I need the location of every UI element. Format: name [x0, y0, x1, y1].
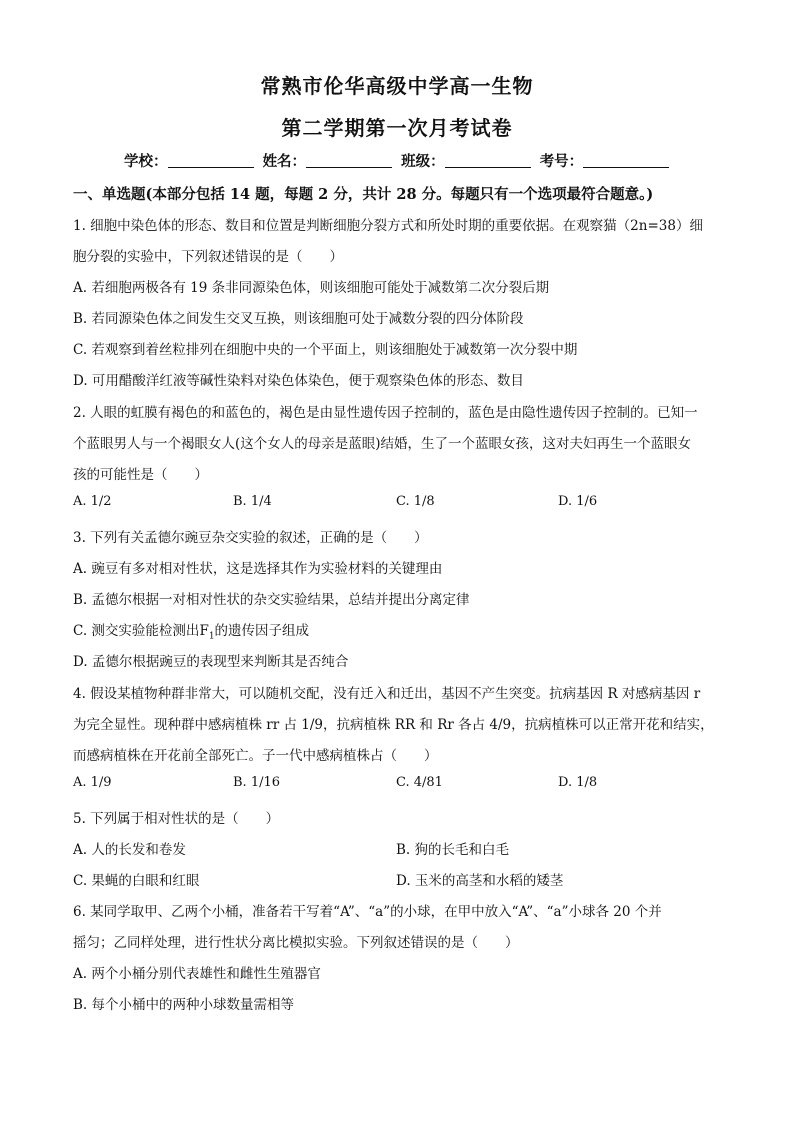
- q5-option-c: C. 果蝇的白眼和红眼: [73, 873, 200, 889]
- q1-option-b: B. 若同源染色体之间发生交叉互换，则该细胞可处于减数分裂的四分体阶段: [73, 311, 524, 327]
- q4-option-a: A. 1/9: [73, 775, 112, 790]
- q4-option-b: B. 1/16: [233, 775, 281, 790]
- q5-option-a: A. 人的长发和卷发: [73, 842, 186, 858]
- exam-number-blank[interactable]: [583, 152, 669, 168]
- q1-option-a: A. 若细胞两极各有 19 条非同源染色体，则该细胞可能处于减数第二次分裂后期: [73, 280, 550, 296]
- q5-option-b: B. 狗的长毛和白毛: [396, 842, 510, 858]
- q3-option-b: B. 孟德尔根据一对相对性状的杂交实验结果，总结并提出分离定律: [73, 592, 470, 608]
- q3-option-c-post: 的遗传因子组成: [214, 623, 310, 639]
- q3-option-d: D. 孟德尔根据豌豆的表现型来判断其是否纯合: [73, 654, 349, 670]
- class-label: 班级：: [401, 153, 445, 170]
- q3-option-c-pre: C. 测交实验能检测出: [73, 623, 200, 639]
- name-blank[interactable]: [306, 152, 392, 168]
- q3-stem: 3. 下列有关孟德尔豌豆杂交实验的叙述，正确的是（ ）: [73, 530, 428, 546]
- q1-stem-line1: 1. 细胞中染色体的形态、数目和位置是判断细胞分裂方式和所处时期的重要依据。在观察猫（2n=38）细: [73, 218, 703, 234]
- q2-stem-line3: 孩的可能性是（ ）: [73, 467, 208, 483]
- q6-option-a: A. 两个小桶分别代表雄性和雌性生殖器官: [73, 966, 321, 982]
- exam-title-line1: 常熟市伦华高级中学高一生物: [260, 74, 534, 98]
- school-label: 学校：: [124, 153, 168, 170]
- exam-number-label: 考号：: [539, 153, 584, 170]
- q2-option-b: B. 1/4: [233, 494, 272, 509]
- q2-option-d: D. 1/6: [558, 494, 598, 509]
- q2-option-c: C. 1/8: [396, 494, 435, 509]
- q5-option-d: D. 玉米的高茎和水稻的矮茎: [396, 873, 564, 889]
- q5-stem: 5. 下列属于相对性状的是（ ）: [73, 811, 280, 827]
- q6-option-b: B. 每个小桶中的两种小球数量需相等: [73, 997, 295, 1013]
- q2-stem-line2: 个蓝眼男人与一个褐眼女人(这个女人的母亲是蓝眼)结婚，生了一个蓝眼女孩，这对夫妇再生一个蓝眼女: [73, 436, 692, 452]
- q4-option-d: D. 1/8: [558, 775, 598, 790]
- q4-stem-line3: 而感病植株在开花前全部死亡。子一代中感病植株占（ ）: [73, 748, 438, 764]
- q1-option-c: C. 若观察到着丝粒排列在细胞中央的一个平面上，则该细胞处于减数第一次分裂中期: [73, 342, 578, 358]
- q2-stem-line1: 2. 人眼的虹膜有褐色的和蓝色的，褐色是由显性遗传因子控制的，蓝色是由隐性遗传因子控制的。已知一: [73, 405, 698, 421]
- q4-option-c: C. 4/81: [396, 775, 443, 790]
- q2-option-a: A. 1/2: [73, 494, 112, 509]
- q3-option-c-f: F: [199, 623, 209, 639]
- school-blank[interactable]: [168, 152, 254, 168]
- exam-title-line2: 第二学期第一次月考试卷: [281, 116, 513, 140]
- q6-stem-line1: 6. 某同学取甲、乙两个小桶，准备若干写着“A”、“a”的小球，在甲中放入“A”、“a”小球各 20 个并: [73, 904, 662, 920]
- q3-option-c: [73, 619, 309, 642]
- section-heading: 一、单选题(本部分包括 14 题，每题 2 分，共计 28 分。每题只有一个选项最符合题意。): [73, 186, 654, 203]
- q6-stem-line2: 摇匀；乙同样处理，进行性状分离比模拟实验。下列叙述错误的是（ ）: [73, 935, 519, 951]
- name-label: 姓名：: [262, 153, 307, 170]
- q4-stem-line1: 4. 假设某植物种群非常大，可以随机交配，没有迁入和迁出，基因不产生突变。抗病基因 R 对感病基因 r: [73, 686, 701, 702]
- q4-stem-line2: 为完全显性。现种群中感病植株 rr 占 1/9，抗病植株 RR 和 Rr 各占 4/9，抗病植株可以正常开花和结实，: [73, 717, 714, 733]
- q3-option-a: A. 豌豆有多对相对性状，这是选择其作为实验材料的关键理由: [73, 561, 443, 577]
- q3-option-c-subscript: 1: [208, 631, 215, 642]
- student-info-row: [124, 150, 673, 171]
- class-blank[interactable]: [445, 152, 531, 168]
- q1-option-d: D. 可用醋酸洋红液等碱性染料对染色体染色，便于观察染色体的形态、数目: [73, 373, 524, 389]
- q1-stem-line2: 胞分裂的实验中，下列叙述错误的是（ ）: [73, 249, 343, 265]
